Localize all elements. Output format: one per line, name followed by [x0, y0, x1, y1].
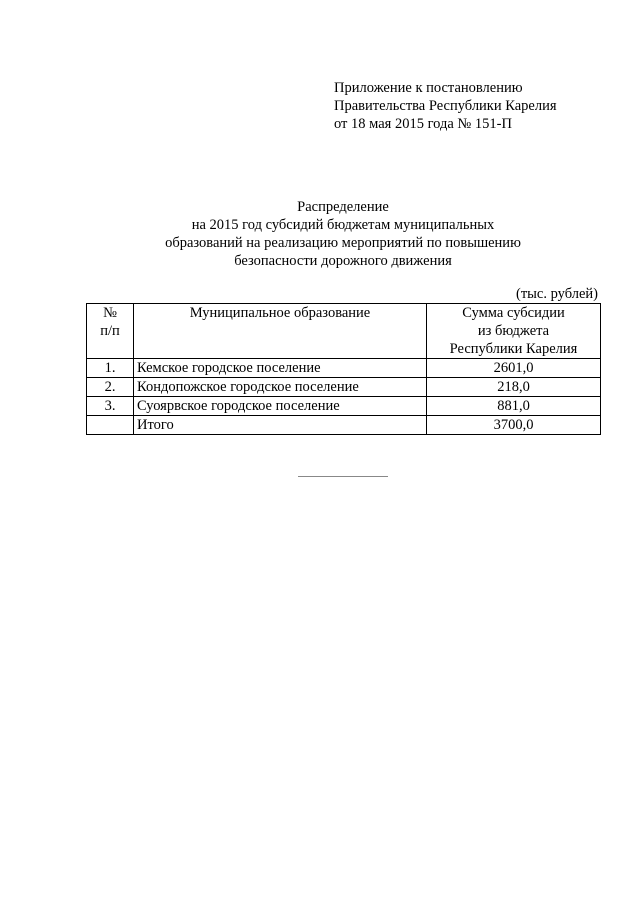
row-number: 2. — [87, 378, 134, 397]
row-municipality: Кондопожское городское поселение — [134, 378, 427, 397]
header-sum-line-2: из бюджета — [477, 323, 550, 339]
units-label: (тыс. рублей) — [516, 286, 598, 302]
title-line-3: образований на реализацию мероприятий по повышению — [165, 235, 521, 251]
header-number-line-2: п/п — [100, 323, 120, 339]
document-title — [86, 198, 600, 270]
row-municipality: Суоярвское городское поселение — [134, 397, 427, 416]
end-separator-line — [298, 476, 388, 477]
title-line-2: на 2015 год субсидий бюджетам муниципальных — [191, 217, 495, 233]
header-sum-line-1: Сумма субсидии — [462, 305, 565, 321]
title-line-4: безопасности дорожного движения — [234, 253, 452, 269]
appendix-line-2: Правительства Республики Карелия — [334, 98, 557, 114]
header-municipality — [134, 304, 427, 359]
appendix-header — [334, 79, 557, 133]
appendix-line-1: Приложение к постановлению — [334, 80, 523, 96]
row-number: 1. — [87, 359, 134, 378]
table-total-row — [87, 416, 601, 435]
table-row — [87, 378, 601, 397]
total-sum: 3700,0 — [427, 416, 601, 435]
row-number: 3. — [87, 397, 134, 416]
header-number — [87, 304, 134, 359]
header-subsidy-sum — [427, 304, 601, 359]
title-line-1: Распределение — [297, 199, 389, 215]
row-sum: 881,0 — [427, 397, 601, 416]
total-label: Итого — [134, 416, 427, 435]
header-municipality-text: Муниципальное образование — [189, 305, 371, 321]
header-number-line-1: № — [103, 305, 117, 321]
appendix-line-3: от 18 мая 2015 года № 151-П — [334, 116, 512, 132]
table-row — [87, 359, 601, 378]
subsidy-table — [86, 303, 601, 435]
row-municipality: Кемское городское поселение — [134, 359, 427, 378]
header-sum-line-3: Республики Карелия — [449, 341, 578, 357]
row-sum: 2601,0 — [427, 359, 601, 378]
total-number — [87, 416, 134, 435]
row-sum: 218,0 — [427, 378, 601, 397]
table-row — [87, 397, 601, 416]
table-header-row — [87, 304, 601, 359]
